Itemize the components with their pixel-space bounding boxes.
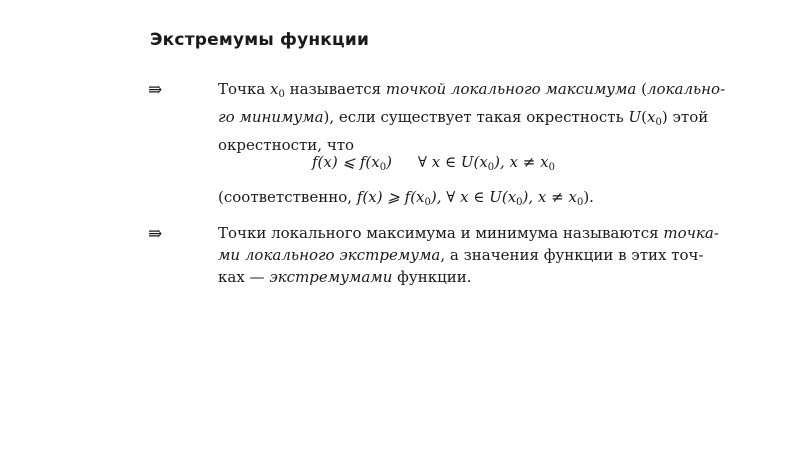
term-extrema: экстремумами [269,268,393,286]
implication-arrow-icon: ⇛ [148,224,163,244]
term-local-extremum: ми локального экстремума [218,246,441,264]
extremum-line-3: ках — экстремумами функции. [218,268,472,286]
definition-respectively: (соответственно, f(x) ⩾ $f(x_0)$, ∀ x ∈ $U(x_0)$, $x \ne x_0$). [218,188,594,208]
extremum-line-1: Точки локального максимума и минимума называются точка- [218,224,719,242]
definition-line-1: Точка $x_0$ называется точкой локального максимума (локально- [218,80,726,100]
definition-line-3: окрестности, что [218,136,355,154]
extremum-line-2: ми локального экстремума, а значения функции в этих точ- [218,246,704,264]
page-title: Экстремумы функции [150,30,370,50]
implication-arrow-icon: ⇛ [148,80,163,100]
definition-line-2: го минимума), если существует такая окрестность $U(x_0)$ этой [218,108,709,128]
term-local-min: го минимума [218,108,324,126]
display-formula: f(x) ⩽ $f(x_0)$ ∀ x ∈ $U(x_0)$, $x \ne x_0$ [312,153,555,173]
definition-paragraph [218,78,726,156]
term-local-max: точкой локального максимума [385,80,637,98]
extremum-paragraph [218,222,719,288]
